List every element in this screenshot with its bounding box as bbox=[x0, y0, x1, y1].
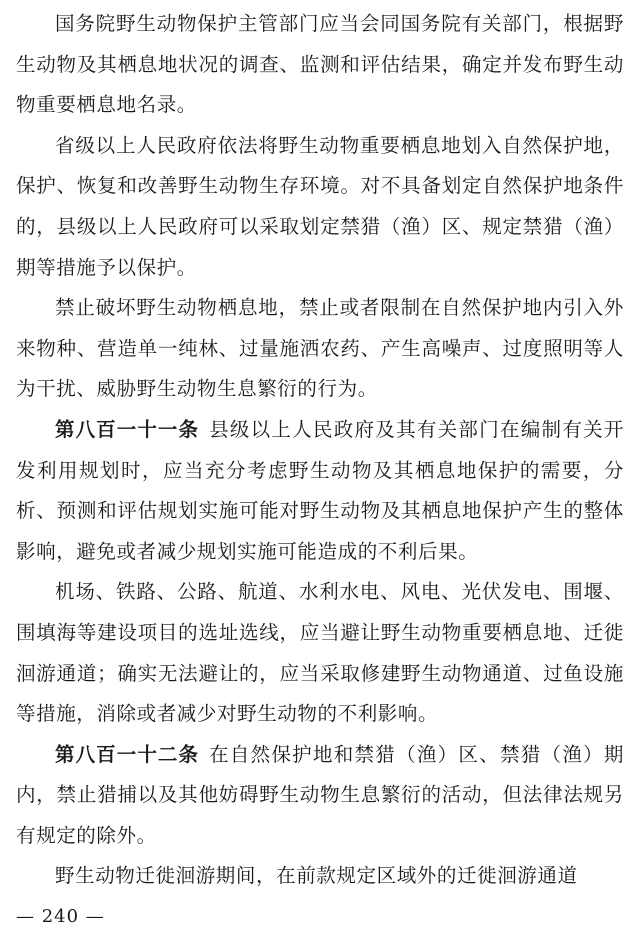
paragraph-text: 野生动物迁徙洄游期间，在前款规定区域外的迁徙洄游通道 bbox=[55, 864, 578, 888]
article-heading: 第八百一十一条 bbox=[55, 417, 200, 441]
paragraph bbox=[16, 288, 624, 410]
paragraph bbox=[16, 4, 624, 126]
paragraph bbox=[16, 735, 624, 857]
page-number: — 240 — bbox=[16, 906, 105, 927]
paragraph bbox=[16, 856, 624, 897]
paragraph bbox=[16, 410, 624, 572]
paragraph bbox=[16, 126, 624, 288]
article-heading: 第八百一十二条 bbox=[55, 742, 200, 766]
paragraph-text: 机场、铁路、公路、航道、水利水电、风电、光伏发电、围堰、围填海等建设项目的选址选线，应当避让野生动物重要栖息地、迁徙洄游通道；确实无法避让的，应当采取修建野生动物通道、过鱼设施等措施，消除或者减少对野生动物的不利影响。 bbox=[16, 580, 624, 726]
paragraph-text: 国务院野生动物保护主管部门应当会同国务院有关部门，根据野生动物及其栖息地状况的调查、监测和评估结果，确定并发布野生动物重要栖息地名录。 bbox=[16, 12, 624, 117]
paragraph bbox=[16, 572, 624, 734]
paragraph-text: 禁止破坏野生动物栖息地，禁止或者限制在自然保护地内引入外来物种、营造单一纯林、过量施洒农药、产生高噪声、过度照明等人为干扰、威胁野生动物生息繁衍的行为。 bbox=[16, 296, 624, 401]
paragraph-text: 县级以上人民政府及其有关部门在编制有关开发利用规划时，应当充分考虑野生动物及其栖息地保护的需要，分析、预测和评估规划实施可能对野生动物及其栖息地保护产生的整体影响，避免或者减少规划实施可能造成的不利后果。 bbox=[16, 417, 624, 563]
document-body bbox=[16, 4, 624, 897]
paragraph-text: 在自然保护地和禁猎（渔）区、禁猎（渔）期内，禁止猎捕以及其他妨碍野生动物生息繁衍的活动，但法律法规另有规定的除外。 bbox=[16, 742, 624, 847]
paragraph-text: 省级以上人民政府依法将野生动物重要栖息地划入自然保护地，保护、恢复和改善野生动物生存环境。对不具备划定自然保护地条件的，县级以上人民政府可以采取划定禁猎（渔）区、规定禁猎（渔）期等措施予以保护。 bbox=[16, 133, 624, 279]
